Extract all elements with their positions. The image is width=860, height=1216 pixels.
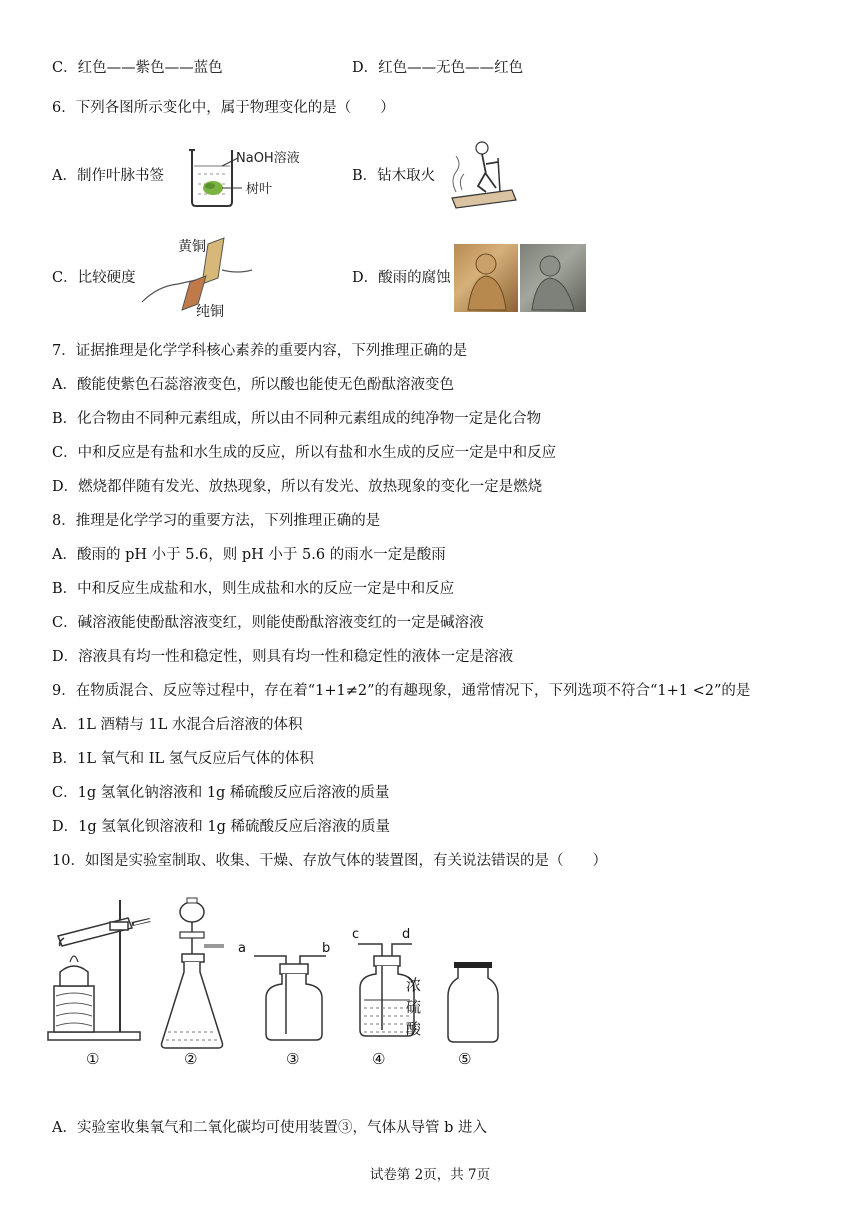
label-c: c [352,927,360,942]
label-b: b [322,941,331,956]
naoh-label: NaOH溶液 [236,151,300,166]
q5-option-c: C．红色——紫色——蓝色 [52,60,223,76]
acid-label-3: 酸 [406,1020,422,1038]
label-num-3: ③ [286,1050,300,1068]
page-footer: 试卷第 2页，共 7页 [369,1167,491,1183]
apparatus-1-heating [48,900,150,1068]
label-num-2: ② [184,1050,198,1068]
acid-rain-statue-photo-1 [454,244,518,312]
apparatus-4-drying-bottle [352,927,422,1068]
q7-option-c: C．中和反应是有盐和水生成的反应，所以有盐和水生成的反应一定是中和反应 [52,445,557,461]
leaf-label: 树叶 [246,182,273,197]
apparatus-2-flask [162,898,225,1068]
q6-option-d: D．酸雨的腐蚀 [352,270,451,286]
brass-label: 黄铜 [178,239,206,255]
q9-option-c: C．1g 氢氧化钠溶液和 1g 稀硫酸反应后溶液的质量 [52,785,390,801]
pure-copper-label: 纯铜 [196,304,224,320]
q7-option-a: A．酸能使紫色石蕊溶液变色，所以酸也能使无色酚酞溶液变色 [52,377,454,393]
q10-stem: 10．如图是实验室制取、收集、干燥、存放气体的装置图，有关说法错误的是（ ） [52,853,607,869]
q8-stem: 8．推理是化学学习的重要方法，下列推理正确的是 [52,513,381,529]
q9-option-b: B．1L 氧气和 IL 氢气反应后气体的体积 [52,751,314,767]
q10-option-a: A．实验室收集氧气和二氧化碳均可使用装置③，气体从导管 b 进入 [52,1120,487,1136]
apparatus-3-collecting-bottle [238,941,330,1068]
label-num-1: ① [86,1050,100,1068]
label-num-5: ⑤ [458,1050,472,1068]
q8-option-b: B．中和反应生成盐和水，则生成盐和水的反应一定是中和反应 [52,581,455,597]
gas-apparatus-figure [46,892,506,1074]
apparatus-5-storage-bottle [448,962,498,1068]
q7-option-b: B．化合物由不同种元素组成，所以由不同种元素组成的纯净物一定是化合物 [52,411,542,427]
hardness-comparison-figure [138,234,256,320]
q6-stem: 6．下列各图所示变化中，属于物理变化的是（ ） [52,100,395,116]
q8-option-d: D．溶液具有均一性和稳定性，则具有均一性和稳定性的液体一定是溶液 [52,649,514,665]
acid-label-1: 浓 [406,976,422,994]
leaf-vein-bookmark-figure [186,144,316,210]
q6-option-b: B．钻木取火 [352,168,436,184]
q8-option-a: A．酸雨的 pH 小于 5.6，则 pH 小于 5.6 的雨水一定是酸雨 [52,547,446,563]
label-a: a [238,941,246,956]
acid-label-2: 硫 [406,998,422,1016]
label-d: d [402,927,411,942]
label-num-4: ④ [372,1050,386,1068]
drilling-wood-fire-figure [442,134,522,210]
q9-stem: 9．在物质混合、反应等过程中，存在着“1+1≠2”的有趣现象，通常情况下，下列选项不符合“1+1 <2”的是 [52,683,751,699]
q6-option-a: A．制作叶脉书签 [52,168,164,184]
q9-option-a: A．1L 酒精与 1L 水混合后溶液的体积 [52,717,303,733]
q7-stem: 7．证据推理是化学学科核心素养的重要内容，下列推理正确的是 [52,343,468,359]
q7-option-d: D．燃烧都伴随有发光、放热现象，所以有发光、放热现象的变化一定是燃烧 [52,479,543,495]
q8-option-c: C．碱溶液能使酚酞溶液变红，则能使酚酞溶液变红的一定是碱溶液 [52,615,484,631]
q6-option-c: C．比较硬度 [52,270,136,286]
q9-option-d: D．1g 氢氧化钡溶液和 1g 稀硫酸反应后溶液的质量 [52,819,390,835]
acid-rain-statue-photo-2 [520,244,586,312]
q5-option-d: D．红色——无色——红色 [352,60,524,76]
